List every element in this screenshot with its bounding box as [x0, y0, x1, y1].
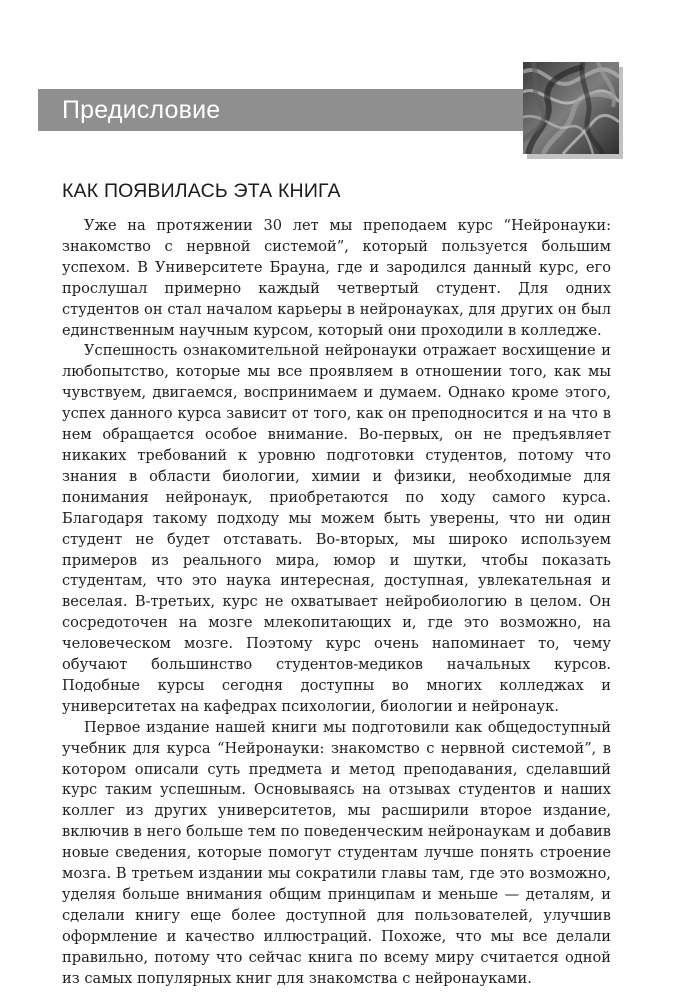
- paragraph: Уже на протяжении 30 лет мы преподаем курс “Нейронауки: знакомство с нервной системой”, который пользуется большим успехом. В Университете Брауна, где и зародился данный курс, его прослушал примерно каждый четвертый студент. Для одних студентов он стал началом карьеры в нейронауках, для других он был единственным научным курсом, который они проходили в колледже.: [62, 217, 611, 339]
- chapter-header-image: [523, 62, 619, 154]
- body-text: [62, 216, 611, 990]
- chapter-title: Предисловие: [62, 96, 221, 124]
- section-heading: КАК ПОЯВИЛАСЬ ЭТА КНИГА: [62, 180, 341, 202]
- paragraph: Успешность ознакомительной нейронауки отражает восхищение и любопытство, которые мы все проявляем в отношении того, как мы чувствуем, двигаемся, воспринимаем и думаем. Однако кроме этого, успех данного курса зависит от того, как он преподносится и на что в нем обращается особое внимание. Во-первых, он не предъявляет никаких требований к уровню подготовки студентов, потому что знания в области биологии, химии и физики, необходимые для понимания нейронаук, приобретаются по ходу самого курса. Благодаря такому подходу мы можем быть уверены, что ни один студент не будет отставать. Во-вторых, мы широко используем примеров из реального мира, юмор и шутки, чтобы показать студентам, что это наука интересная, доступная, увлекательная и веселая. В-третьих, курс не охватывает нейробиологию в целом. Он сосредоточен на мозге млекопитающих и, где это возможно, на человеческом мозге. Поэтому курс очень напоминает то, чему обучают большинство студентов-медиков начальных курсов. Подобные курсы сегодня доступны во многих колледжах и университетах на кафедрах психологии, биологии и нейронаук.: [62, 342, 611, 715]
- paragraph: Первое издание нашей книги мы подготовили как общедоступный учебник для курса “Нейронауки: знакомство с нервной системой”, в котором описали суть предмета и метод преподавания, сделавший курс таким успешным. Основываясь на отзывах студентов и наших коллег из других университетов, мы расширили второе издание, включив в него больше тем по поведенческим нейронаукам и добавив новые сведения, которые помогут студентам лучше понять строение мозга. В третьем издании мы сократили главы там, где это возможно, уделяя больше внимания общим принципам и меньше — деталям, и сделали книгу еще более доступной для пользователей, улучшив оформление и качество иллюстраций. Похоже, что мы все делали правильно, потому что сейчас книга по всему миру считается одной из самых популярных книг для знакомства с нейронауками.: [62, 718, 611, 987]
- abstract-painting-icon: [523, 62, 619, 154]
